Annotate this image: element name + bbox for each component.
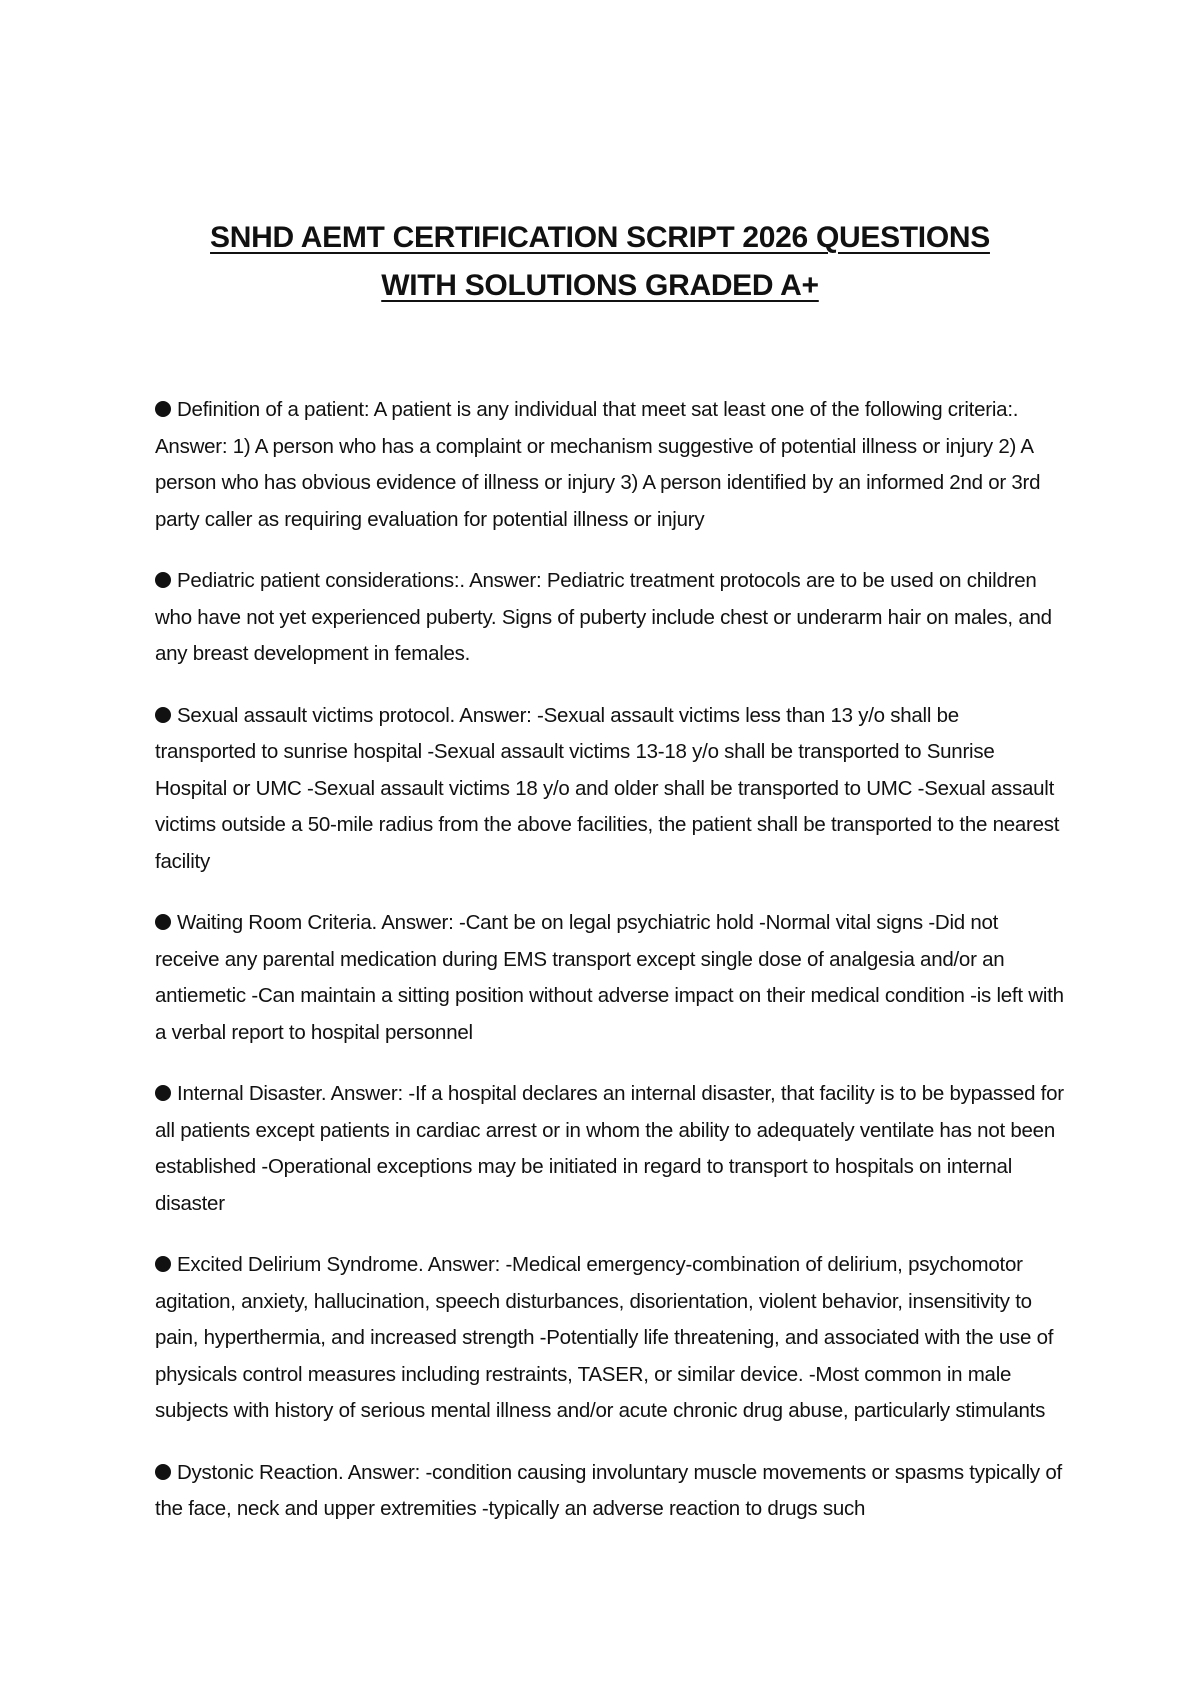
bullet-icon — [155, 1085, 171, 1101]
qa-item — [155, 1247, 1065, 1430]
bullet-icon — [155, 914, 171, 930]
qa-text: Excited Delirium Syndrome. Answer: -Medical emergency-combination of delirium, psychomotor agitation, anxiety, hallucination, speech disturbances, disorientation, violent behavior, insensitivity to pain, hyperthermia, and increased strength -Potentially life threatening, and associated with the use of physicals control measures including restraints, TASER, or similar device. -Most common in male subjects with history of serious mental illness and/or acute chronic drug abuse, particularly stimulants — [155, 1253, 1054, 1422]
qa-list — [155, 392, 1065, 1553]
document-title — [100, 214, 1100, 310]
qa-item — [155, 563, 1065, 673]
qa-text: Definition of a patient: A patient is any individual that meet sat least one of the following criteria:. Answer: 1) A person who has a complaint or mechanism suggestive of potential illness or injury 2) A person who has obvious evidence of illness or injury 3) A person identified by an informed 2nd or 3rd party caller as requiring evaluation for potential illness or injury — [155, 398, 1041, 531]
bullet-icon — [155, 1464, 171, 1480]
bullet-icon — [155, 707, 171, 723]
bullet-icon — [155, 401, 171, 417]
bullet-icon — [155, 1256, 171, 1272]
qa-item — [155, 905, 1065, 1051]
bullet-icon — [155, 572, 171, 588]
qa-text: Pediatric patient considerations:. Answer: Pediatric treatment protocols are to be used on children who have not yet experienced puberty. Signs of puberty include chest or underarm hair on males, and any breast development in females. — [155, 569, 1052, 665]
qa-text: Dystonic Reaction. Answer: -condition causing involuntary muscle movements or spasms typically of the face, neck and upper extremities -typically an adverse reaction to drugs such — [155, 1460, 1062, 1520]
qa-item — [155, 1076, 1065, 1222]
qa-item — [155, 698, 1065, 881]
qa-text: Waiting Room Criteria. Answer: -Cant be on legal psychiatric hold -Normal vital signs -Did not receive any parental medication during EMS transport except single dose of analgesia and/or an antiemetic -Can maintain a sitting position without adverse impact on their medical condition -is left with a verbal report to hospital personnel — [155, 911, 1064, 1044]
title-line-2: WITH SOLUTIONS GRADED A+ — [381, 269, 819, 302]
qa-text: Internal Disaster. Answer: -If a hospital declares an internal disaster, that facility is to be bypassed for all patients except patients in cardiac arrest or in whom the ability to adequately ventilate has not been established -Operational exceptions may be initiated in regard to transport to hospitals on internal disaster — [155, 1082, 1064, 1215]
qa-item — [155, 392, 1065, 538]
title-line-1: SNHD AEMT CERTIFICATION SCRIPT 2026 QUESTIONS — [210, 221, 990, 254]
qa-item — [155, 1455, 1065, 1528]
qa-text: Sexual assault victims protocol. Answer: -Sexual assault victims less than 13 y/o shall be transported to sunrise hospital -Sexual assault victims 13-18 y/o shall be transported to Sunrise Hospital or UMC -Sexual assault victims 18 y/o and older shall be transported to UMC -Sexual assault victims outside a 50-mile radius from the above facilities, the patient shall be transported to the nearest facility — [155, 703, 1060, 873]
